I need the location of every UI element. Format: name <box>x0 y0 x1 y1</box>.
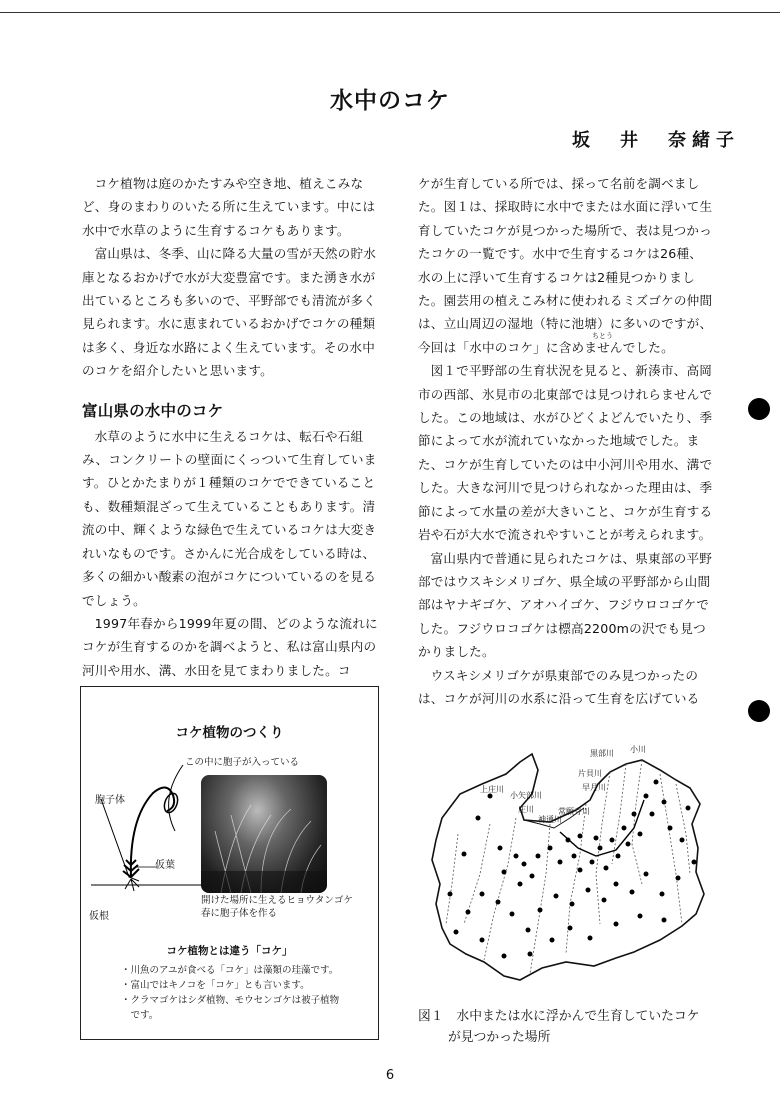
river-label: 庄川 <box>518 805 534 814</box>
moss-drawing-icon <box>91 759 207 919</box>
paragraph: 図１で平野部の生育状況を見ると、新湊市、高岡市の西部、氷見市の北東部では見つけれらませんでした。この地域は、水がひどくよどんでいたり、季節によって水が流れていなかった地域でした。また、コケが生育していたのは中小河川や用水、溝でした。大きな河川で見つけられなかった理由は、季節によって水量の差が大きいこと、コケが生育する岩や石が大水で流されやすいことが考えられます。 <box>418 363 713 543</box>
photo-caption: 春に胞子体を作る <box>201 908 278 919</box>
label-false-root: 仮根 <box>89 911 109 922</box>
label-sporophyte: 胞子体 <box>95 795 125 806</box>
figure-notes <box>121 963 339 1023</box>
author-name: 坂 井 奈緒子 <box>572 130 740 151</box>
label-false-leaf: 仮葉 <box>155 860 175 871</box>
figure-title: コケ植物のつくり <box>175 725 284 741</box>
river-label: 黒部川 <box>590 749 614 758</box>
left-column <box>82 172 382 682</box>
river-label: 早月川 <box>582 783 606 792</box>
note-line: です。 <box>121 1010 159 1021</box>
paragraph: 富山県は、冬季、山に降る大量の雪が天然の貯水庫となるおかげで水が大変豊富です。また湧き水が出ているところも多いので、平野部でも清流が多く見られます。水に恵まれているおかげでコケの種類は多く、身近な水路によく生えています。その水中のコケを紹介したいと思います。 <box>82 246 377 379</box>
note-line: ・川魚のアユが食べる「コケ」は藻類の珪藻です。 <box>121 965 339 976</box>
page-number: 6 <box>385 1068 395 1083</box>
paragraph: ウスキシメリゴケが県東部でのみ見つかったのは、コケが河川の水系に沿って生育を広げている <box>418 667 700 706</box>
photo-caption: 開けた場所に生えるヒョウタンゴケ <box>201 895 353 906</box>
moss-photo <box>201 775 327 893</box>
paragraph: 1997年春から1999年夏の間、どのような流れにコケが生育するのかを調べようと、私は富山県内の河川や用水、溝、水田を見てまわりました。コ <box>82 615 378 678</box>
caption-line: 図１ 水中または水に浮かんで生育していたコケ <box>418 1009 700 1024</box>
caption-line: が見つかった場所 <box>448 1030 551 1045</box>
note-line: ・クラマゴケはシダ植物、モウセンゴケは被子植物 <box>121 995 340 1006</box>
river-label: 小矢部川 <box>510 791 542 800</box>
map-outline-icon <box>420 744 720 994</box>
river-label: 上庄川 <box>480 785 504 794</box>
paragraph: ケが生育している所では、採って名前を調べました。図１は、採取時に水中でまたは水面に浮いて生育していたコケが見つかった場所で、表は見つかったコケの一覧です。水中で生育するコケは26種、水の上に浮いて生育するコケは2種見つかりました。園芸用の植えこみ材に使われるミズゴケの仲間は、立山周辺の湿地（特に池塘）に多いのですが、今回は「水中のコケ」に含めませんでした。 <box>418 176 713 355</box>
binder-hole <box>748 700 770 722</box>
note-line: ・富山ではキノコを「コケ」とも言います。 <box>121 980 310 991</box>
paragraph: 富山県内で普通に見られたコケは、県東部の平野部ではウスキシメリゴケ、県全域の平野部から山間部はヤナギゴケ、アオハイゴケ、フジウロコゴケでした。フジウロコゴケは標高2200mの沢でも見つかりました。 <box>418 550 713 660</box>
capsule-callout: この中に胞子が入っている <box>185 757 300 768</box>
figure-caption <box>418 1006 718 1048</box>
section-heading: 富山県の水中のコケ <box>82 401 224 420</box>
paragraph: コケ植物は庭のかたすみや空き地、植えこみなど、身のまわりのいたる所に生えています。中には水中で水草のように生育するコケもあります。 <box>82 176 376 238</box>
page-title: 水中のコケ <box>330 88 450 114</box>
moss-photo-texture-icon <box>201 775 327 893</box>
river-label: 常願寺川 <box>558 807 590 816</box>
figure-subtitle: コケ植物とは違う「コケ」 <box>166 945 293 957</box>
paragraph: 水草のように水中に生えるコケは、転石や石組み、コンクリートの壁面にくっついて生育しています。ひとかたまりが１種類のコケでできていることも、数種類混ざって生えていることもあります。清流の中、輝くような緑色で生えているコケは大変きれいなものです。さかんに光合成をしている時は、多くの細かい酸素の泡がコケについているのを見るでしょう。 <box>82 428 377 608</box>
binder-hole <box>748 398 770 420</box>
right-column <box>418 172 714 710</box>
river-label: 神通川 <box>538 815 562 824</box>
toyama-map <box>420 744 720 994</box>
top-rule <box>0 12 780 13</box>
river-label: 片貝川 <box>578 769 602 778</box>
moss-structure-figure <box>80 686 379 1040</box>
river-label: 小川 <box>630 745 646 754</box>
ruby-text: ちとう <box>592 332 613 340</box>
